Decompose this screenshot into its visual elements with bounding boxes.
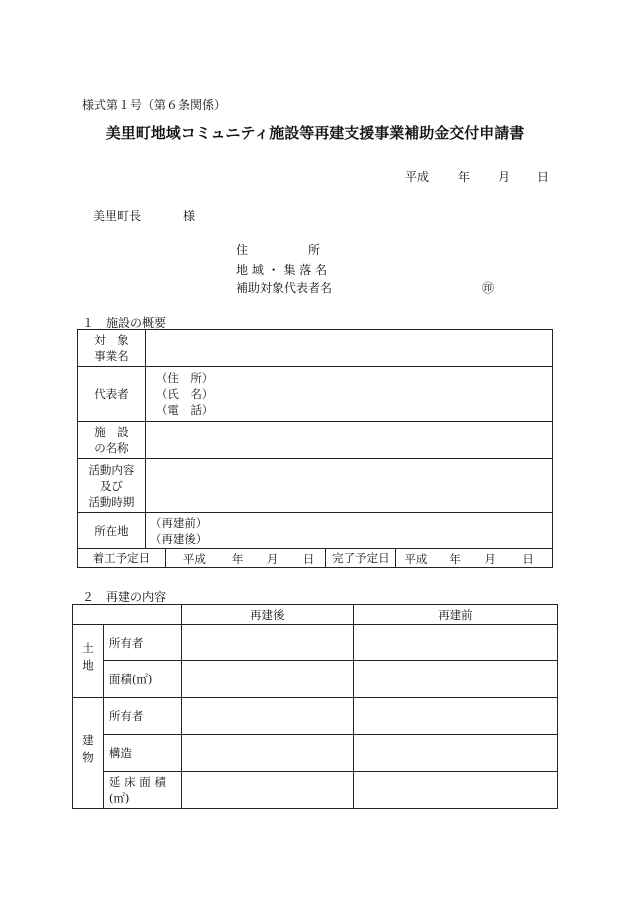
location-before-label: （再建前） (149, 515, 208, 530)
activity-label: 活動内容 及び 活動時期 (78, 459, 146, 513)
project-name-field[interactable] (145, 330, 552, 367)
date-day: 日 (537, 170, 550, 184)
building-owner-after[interactable] (181, 698, 353, 735)
finish-date-field[interactable]: 平成 年 月 日 (396, 549, 553, 568)
rep-phone-label: （電 話） (155, 403, 214, 417)
corner-cell (73, 605, 182, 625)
location-field[interactable] (145, 513, 552, 549)
date-month: 月 (498, 170, 511, 184)
seal-mark: ㊞ (482, 281, 495, 295)
project-name-label: 対 象 事業名 (78, 330, 146, 367)
land-area-label: 面積(㎡) (103, 661, 181, 698)
location-label: 所在地 (78, 513, 146, 549)
land-owner-before[interactable] (353, 625, 557, 661)
col-after-header: 再建後 (181, 605, 353, 625)
representative-label: 代表者 (78, 367, 146, 422)
land-owner-after[interactable] (181, 625, 353, 661)
form-title: 美里町地域コミュニティ施設等再建支援事業補助金交付申請書 (105, 124, 525, 142)
land-area-after[interactable] (181, 661, 353, 698)
building-structure-label: 構造 (103, 735, 181, 772)
finish-date-label: 完了予定日 (326, 549, 396, 568)
start-date-label: 着工予定日 (78, 549, 166, 568)
rep-name-label: （氏 名） (155, 387, 214, 401)
land-label: 土地 (73, 625, 104, 698)
facility-overview-table (77, 329, 553, 568)
addressee-name: 美里町長 (93, 209, 142, 223)
floor-area-before[interactable] (353, 772, 557, 809)
building-label: 建物 (73, 698, 104, 809)
facility-name-field[interactable] (145, 422, 552, 459)
date-year: 年 (458, 170, 471, 184)
activity-field[interactable] (145, 459, 552, 513)
addressee-honorific: 様 (183, 209, 196, 223)
floor-area-after[interactable] (181, 772, 353, 809)
building-structure-before[interactable] (353, 735, 557, 772)
section1-heading: １ 施設の概要 (82, 316, 167, 330)
form-number: 様式第１号（第６条関係） (82, 98, 227, 112)
start-date-field[interactable]: 平成 年 月 日 (165, 549, 326, 568)
section2-heading: ２ 再建の内容 (82, 590, 167, 604)
facility-name-label: 施 設 の名称 (78, 422, 146, 459)
land-owner-label: 所有者 (103, 625, 181, 661)
building-structure-after[interactable] (181, 735, 353, 772)
land-area-before[interactable] (353, 661, 557, 698)
applicant-address-label: 住 所 (236, 243, 321, 257)
location-after-label: （再建後） (149, 531, 208, 546)
date-era: 平成 (405, 170, 430, 184)
applicant-rep-label: 補助対象代表者名 (236, 281, 333, 295)
col-before-header: 再建前 (353, 605, 557, 625)
representative-field[interactable] (145, 367, 552, 422)
rep-address-label: （住 所） (155, 371, 214, 385)
applicant-area-label: 地 域 ・ 集 落 名 (236, 263, 328, 277)
reconstruction-table (72, 604, 558, 809)
building-owner-label: 所有者 (103, 698, 181, 735)
building-owner-before[interactable] (353, 698, 557, 735)
floor-area-label: 延 床 面 積 (㎡) (103, 772, 181, 809)
